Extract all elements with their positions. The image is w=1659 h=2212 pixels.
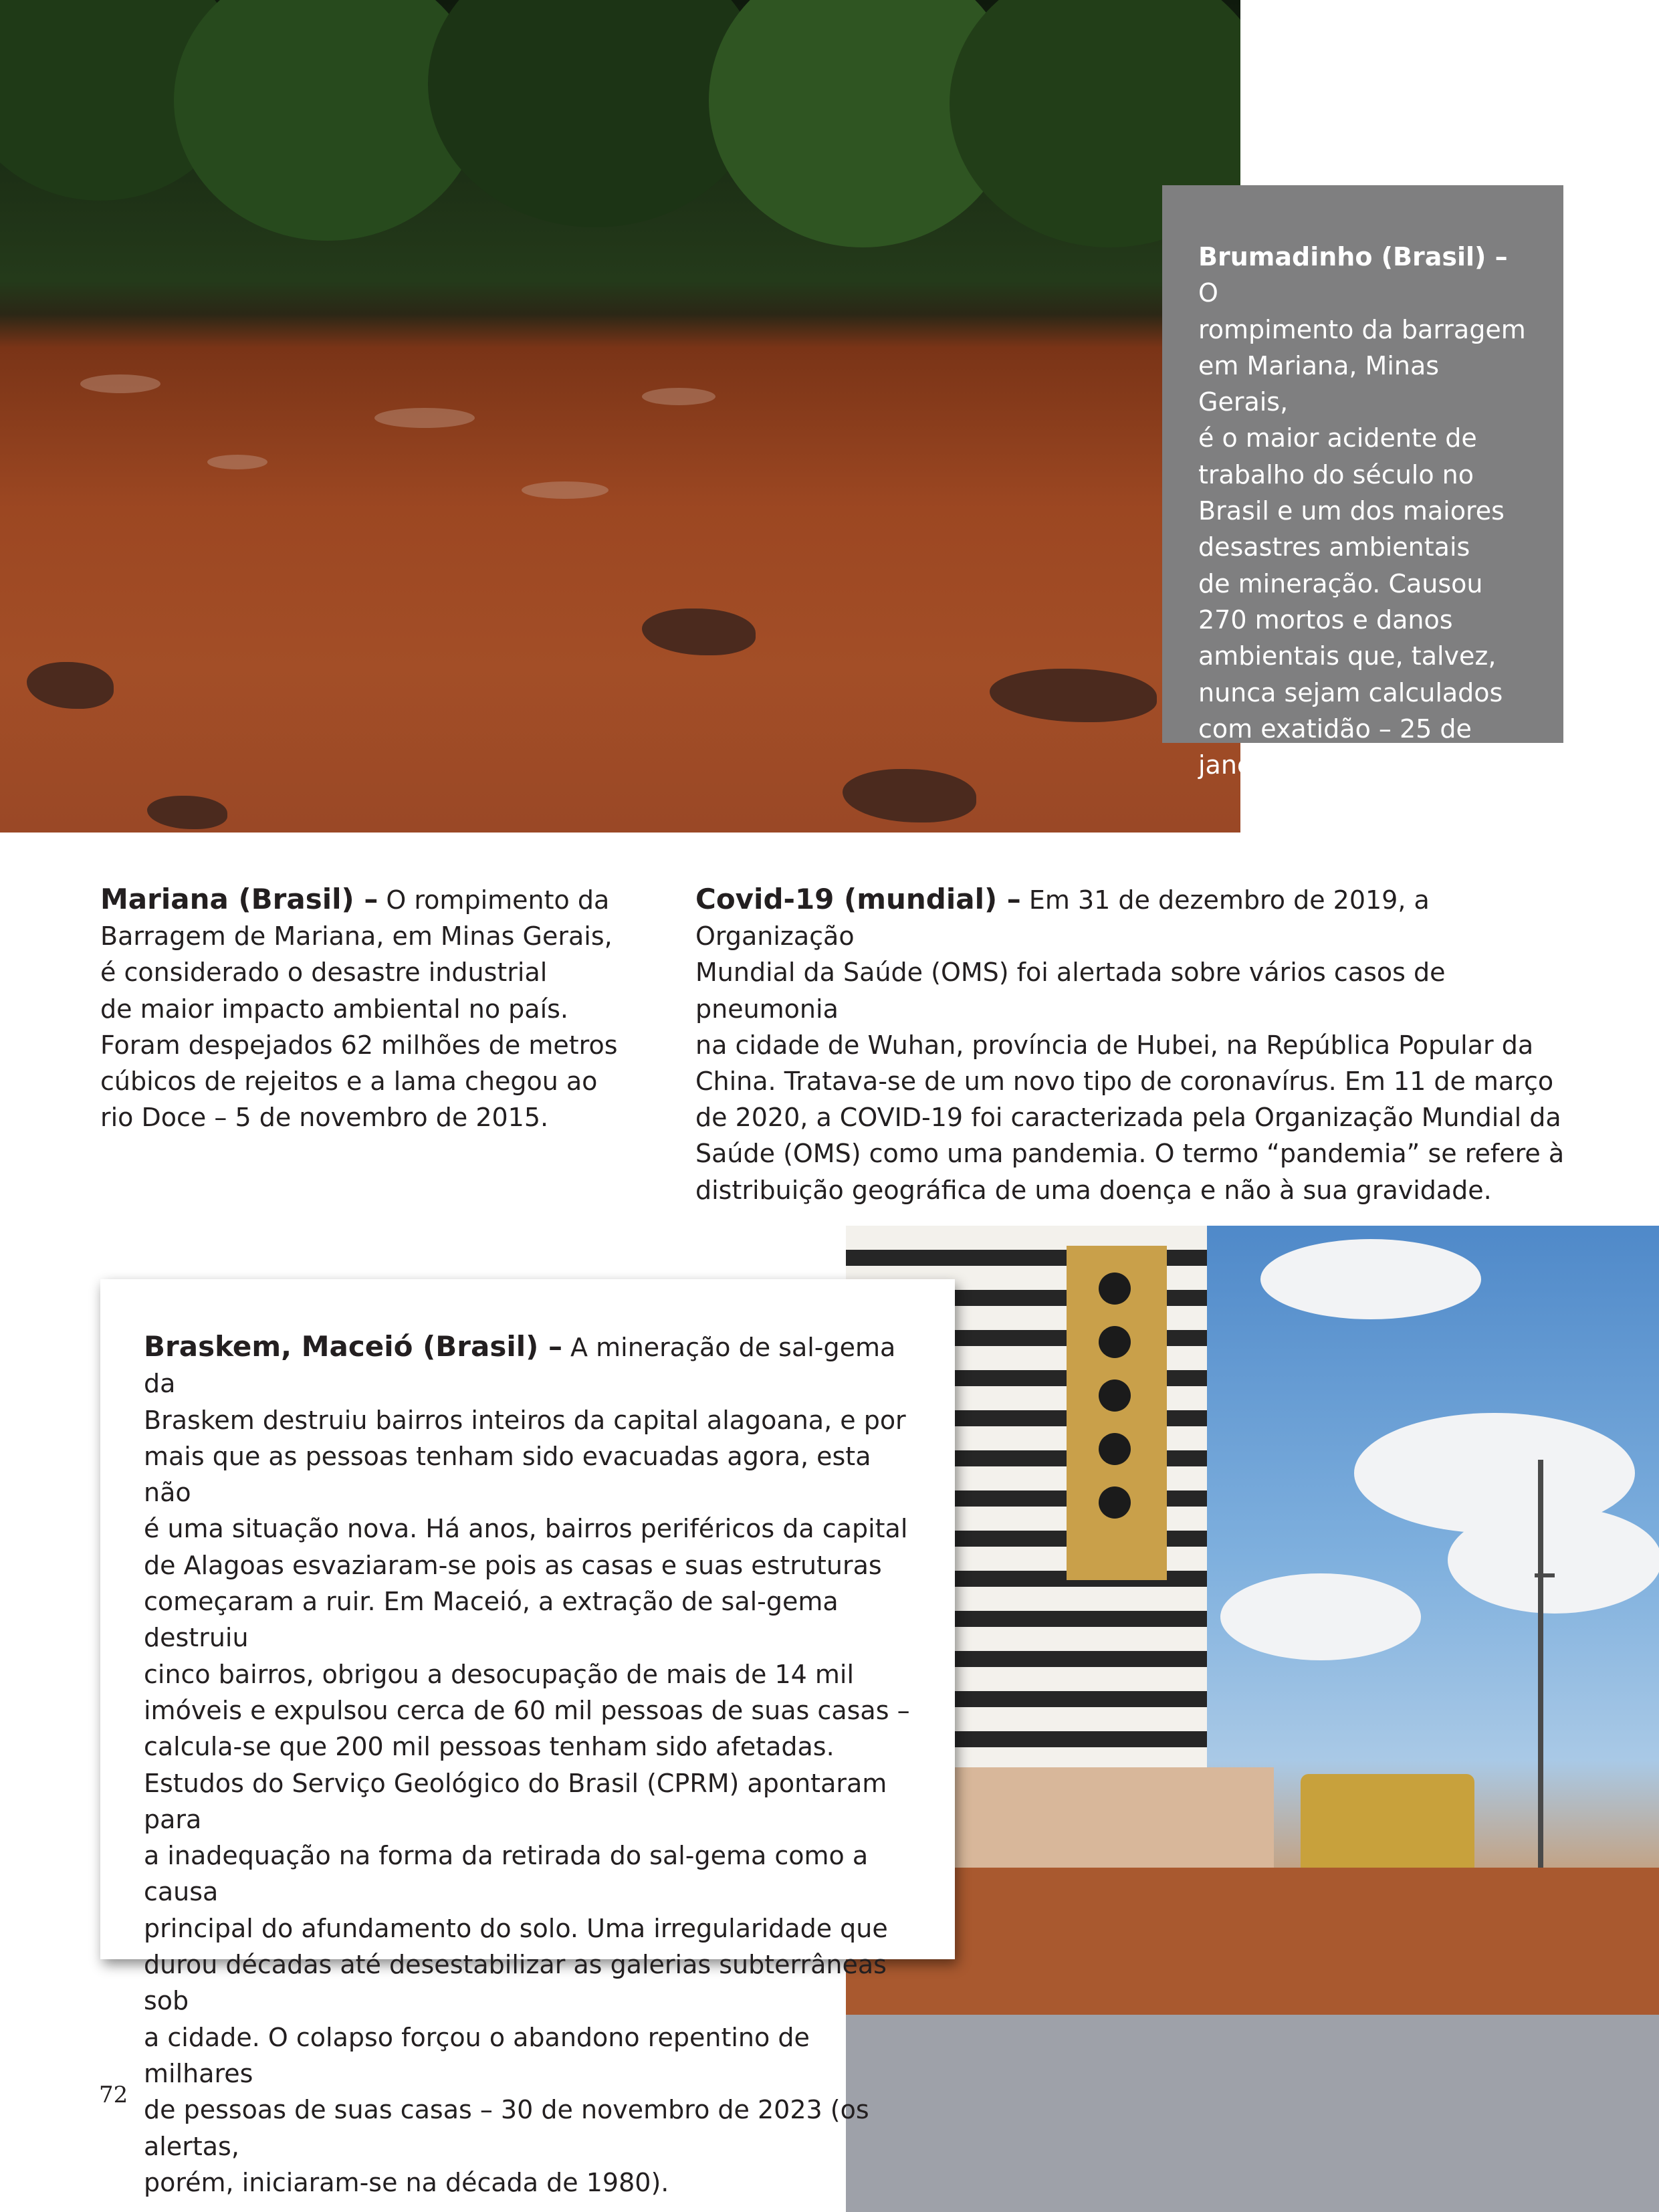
- covid-title: Covid-19 (mundial) –: [695, 883, 1021, 915]
- water-ripple: [207, 455, 267, 469]
- brumadinho-title: Brumadinho (Brasil) –: [1198, 242, 1508, 271]
- debris: [642, 609, 756, 655]
- photo-maceio-demolition-site: [846, 1226, 1659, 2212]
- covid-paragraph: [695, 881, 1591, 1208]
- facade-circle: [1099, 1273, 1131, 1305]
- utility-pole: [1538, 1460, 1543, 1928]
- brumadinho-paragraph: [1198, 239, 1529, 783]
- braskem-text: A mineração de sal-gema da Braskem destruiu bairros inteiros da capital alagoana, e por mais que as pessoas tenham sido evacuadas agora, esta não é uma situação nova. Há anos, bairros periféricos da capital de Alagoas esvaziaram-se pois as casas e suas estruturas começaram a ruir. Em Maceió, a extração de sal-gema destruiu cinco bairros, obrigou a desocupação de mais de 14 mil imóveis e expulsou cerca de 60 mil pessoas de suas casas – calcula-se que 200 mil pessoas tenham sido afetadas. Estudos do Serviço Geológico do Brasil (CPRM) apontaram para a inadequação na forma da retirada do sal-gema como a causa principal do afundamento do solo. Uma irregularidade que durou décadas até desestabilizar as galerias subterrâneas sob a cidade. O colapso forçou o abandono repentino de milhares de pessoas de suas casas – 30 de novembro de 2023 (os alertas, porém, iniciaram-se na década de 1980).: [144, 1333, 910, 2197]
- page-number: 72: [99, 2082, 128, 2108]
- facade-circle: [1099, 1326, 1131, 1358]
- utility-pole-bar: [1535, 1573, 1555, 1577]
- debris: [147, 796, 227, 829]
- debris: [843, 769, 976, 822]
- water-ripple: [522, 481, 609, 499]
- building-gold-facade: [1067, 1246, 1167, 1580]
- facade-circle: [1099, 1379, 1131, 1412]
- water-ripple: [374, 408, 475, 428]
- photo-brumadinho-mud-river: [0, 0, 1240, 833]
- mariana-paragraph: [100, 881, 635, 1135]
- facade-circle: [1099, 1486, 1131, 1519]
- mariana-title: Mariana (Brasil) –: [100, 883, 378, 915]
- mariana-section: [100, 881, 635, 1135]
- water-ripple: [80, 374, 160, 393]
- cloud: [1220, 1573, 1421, 1660]
- rubble: [846, 2015, 1659, 2212]
- cloud: [1260, 1239, 1481, 1319]
- braskem-title: Braskem, Maceió (Brasil) –: [144, 1330, 562, 1363]
- covid-section: [695, 881, 1591, 1208]
- facade-circle: [1099, 1433, 1131, 1465]
- braskem-paragraph: [144, 1329, 915, 2201]
- mariana-text: O rompimento da Barragem de Mariana, em Minas Gerais, é considerado o desastre industrial de maior impacto ambiental no país. Foram despejados 62 milhões de metros cúbicos de rejeitos e a lama chegou ao rio Doce – 5 de novembro de 2015.: [100, 885, 618, 1133]
- cloud: [1448, 1507, 1659, 1614]
- water-ripple: [642, 388, 715, 405]
- brumadinho-text: O rompimento da barragem em Mariana, Minas Gerais, é o maior acidente de trabalho do século no Brasil e um dos maiores desastres ambientais de mineração. Causou 270 mortos e danos ambientais que, talvez, nunca sejam calculados com exatidão – 25 de janeiro de 2019.: [1198, 278, 1526, 780]
- debris: [27, 662, 114, 709]
- debris: [990, 669, 1157, 722]
- brumadinho-caption-box: [1162, 185, 1563, 780]
- covid-text: Em 31 de dezembro de 2019, a Organização Mundial da Saúde (OMS) foi alertada sobre vários casos de pneumonia na cidade de Wuhan, província de Hubei, na República Popular da China. Tratava-se de um novo tipo de coronavírus. Em 11 de março de 2020, a COVID-19 foi caracterizada pela Organização Mundial da Saúde (OMS) como uma pandemia. O termo “pandemia” se refere à distribuição geográfica de uma doença e não à sua gravidade.: [695, 885, 1565, 1205]
